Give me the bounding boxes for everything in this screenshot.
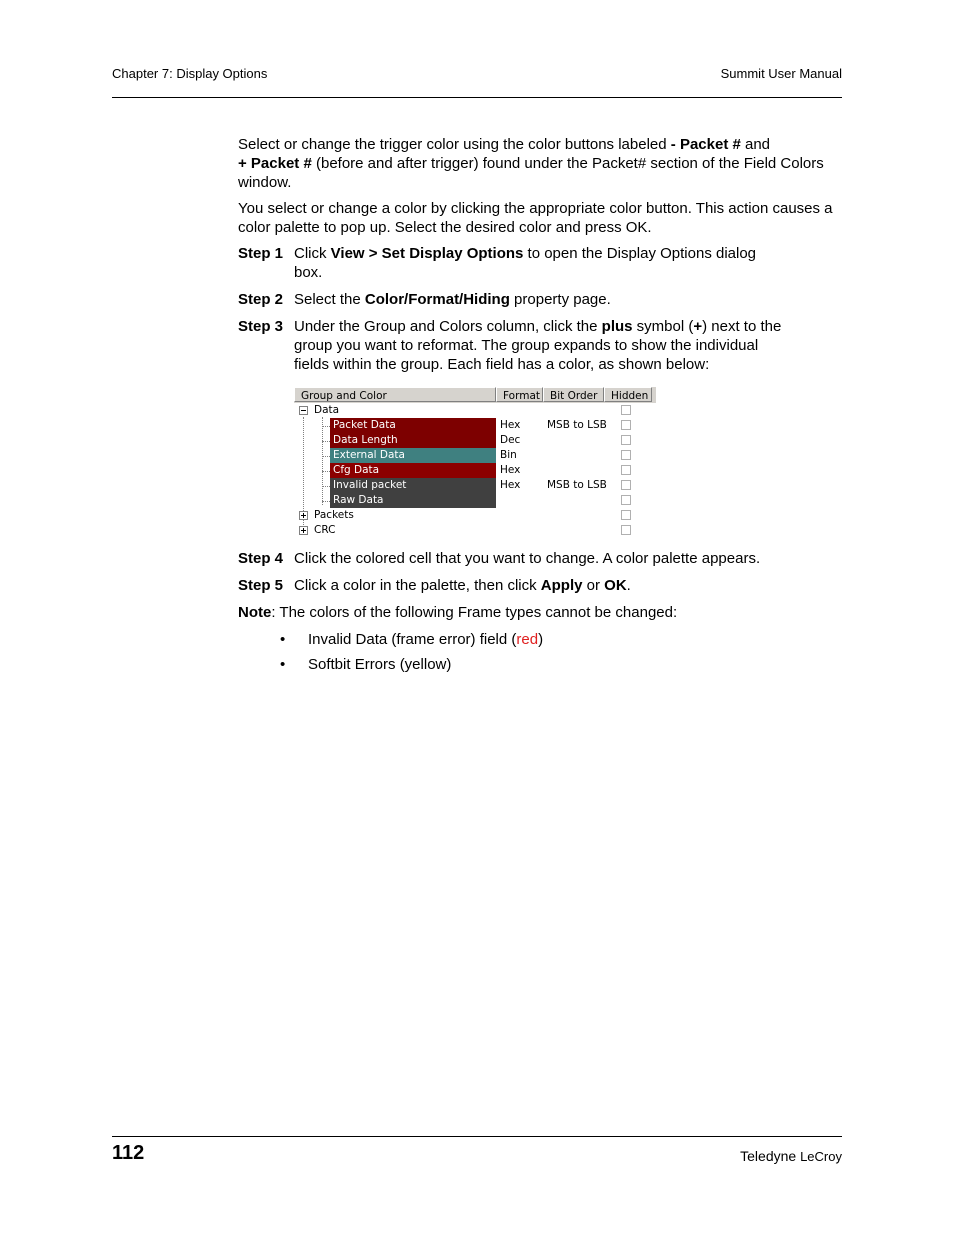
step-text — [294, 317, 784, 374]
hidden-checkbox[interactable] — [621, 420, 631, 430]
tree-line — [322, 417, 323, 505]
tree-branch — [322, 471, 330, 472]
step-4 — [238, 549, 842, 568]
ok-word: OK — [604, 577, 627, 594]
column-header-bit-order[interactable]: Bit Order — [543, 387, 604, 402]
field-color-cell[interactable]: Data Length — [330, 433, 496, 448]
frame-type-list — [280, 630, 842, 674]
menu-path: View > Set Display Options — [330, 245, 524, 262]
intro-paragraph-2: You select or change a color by clicking the appropriate color button. This action causes a color palette to pop up. Select the desired color and press OK. — [238, 200, 833, 236]
step-text-part: Select the — [294, 291, 365, 308]
field-color-cell[interactable]: Invalid packet — [330, 478, 496, 493]
table-header — [294, 387, 656, 403]
step-5 — [238, 576, 842, 595]
step-text-part: Under the Group and Colors column, click the — [294, 318, 602, 335]
step-text-part: to open the Display Options dialog box. — [294, 245, 757, 281]
step-text-part: Click — [294, 245, 331, 262]
page-number: 112 — [112, 1142, 145, 1164]
field-format[interactable]: Dec — [500, 434, 521, 446]
step-label: Step 2 — [238, 291, 284, 308]
step-label: Step 5 — [238, 577, 284, 594]
intro-paragraph-1 — [238, 135, 842, 192]
tree-branch — [322, 501, 330, 502]
column-header-group-color[interactable]: Group and Color — [294, 387, 496, 402]
field-color-cell[interactable]: Raw Data — [330, 493, 496, 508]
color-format-table-figure — [294, 387, 656, 539]
step-text-part: property page. — [509, 291, 611, 308]
note-label: Note — [238, 604, 272, 621]
step-label: Step 4 — [238, 550, 284, 567]
list-item-text: ) — [538, 631, 544, 648]
step-text-part: symbol ( — [632, 318, 694, 335]
column-header-format[interactable]: Format — [496, 387, 543, 402]
note-text: : The colors of the following Frame types cannot be changed: — [271, 604, 678, 621]
field-format[interactable]: Hex — [500, 464, 521, 476]
step-text — [294, 290, 784, 309]
list-item-text: Invalid Data (frame error) field ( — [308, 631, 517, 648]
tree-branch — [322, 426, 330, 427]
header-chapter: Chapter 7: Display Options — [112, 66, 268, 81]
footer-company — [740, 1148, 842, 1164]
page-body — [238, 135, 842, 680]
hidden-checkbox[interactable] — [621, 495, 631, 505]
field-format[interactable]: Hex — [500, 419, 521, 431]
field-color-cell[interactable]: Packet Data — [330, 418, 496, 433]
note-paragraph — [238, 603, 842, 622]
hidden-checkbox[interactable] — [621, 480, 631, 490]
step-text — [294, 576, 784, 595]
group-data-label: Data — [314, 404, 340, 416]
hidden-checkbox[interactable] — [621, 510, 631, 520]
field-format[interactable]: Bin — [500, 449, 517, 461]
step-1 — [238, 244, 842, 282]
step-text-part: . — [626, 577, 631, 594]
step-2 — [238, 290, 842, 309]
company-name: Teledyne — [740, 1148, 801, 1164]
intro-text: Select or change the trigger color using the color buttons labeled — [238, 136, 671, 153]
step-text-part: Click a color in the palette, then click — [294, 577, 541, 594]
plus-packet-label: + Packet # — [238, 155, 312, 172]
collapse-icon[interactable] — [299, 406, 308, 415]
field-bit-order[interactable]: MSB to LSB — [547, 479, 607, 491]
header-manual-title: Summit User Manual — [720, 66, 842, 81]
group-crc-label: CRC — [314, 524, 336, 536]
group-packets-label: Packets — [314, 509, 354, 521]
step-text — [294, 244, 784, 282]
hidden-checkbox[interactable] — [621, 405, 631, 415]
plus-symbol: + — [693, 318, 703, 335]
apply-word: Apply — [540, 577, 583, 594]
tree-branch — [322, 456, 330, 457]
hidden-checkbox[interactable] — [621, 525, 631, 535]
field-color-cell[interactable]: External Data — [330, 448, 496, 463]
hidden-checkbox[interactable] — [621, 450, 631, 460]
intro-text: (before and after trigger) found under the Packet# section of the Field Colors window. — [238, 155, 824, 191]
tree-branch — [322, 486, 330, 487]
step-label: Step 3 — [238, 318, 284, 335]
plus-word: plus — [601, 318, 633, 335]
property-page-name: Color/Format/Hiding — [364, 291, 510, 308]
step-text-part: ) next to the group you want to reformat. The group expands to show the individual fields within the group. Each field has a color, as shown below: — [294, 318, 782, 373]
header-rule — [112, 97, 842, 98]
list-item — [280, 630, 842, 649]
step-3 — [238, 317, 842, 374]
intro-text: and — [740, 136, 771, 153]
footer-rule — [112, 1136, 842, 1137]
table-body — [294, 403, 656, 539]
minus-packet-label: - Packet # — [670, 136, 741, 153]
expand-icon[interactable] — [299, 511, 308, 520]
step-text: Click the colored cell that you want to change. A color palette appears. — [294, 550, 761, 567]
company-name-brand: LeCroy — [800, 1149, 842, 1164]
field-bit-order[interactable]: MSB to LSB — [547, 419, 607, 431]
red-word: red — [516, 631, 539, 648]
field-format[interactable]: Hex — [500, 479, 521, 491]
hidden-checkbox[interactable] — [621, 435, 631, 445]
column-header-hidden[interactable]: Hidden — [604, 387, 652, 402]
tree-branch — [322, 441, 330, 442]
step-label: Step 1 — [238, 245, 284, 262]
hidden-checkbox[interactable] — [621, 465, 631, 475]
expand-icon[interactable] — [299, 526, 308, 535]
list-item: • Softbit Errors (yellow) — [280, 655, 842, 674]
field-color-cell[interactable]: Cfg Data — [330, 463, 496, 478]
step-text-part: or — [582, 577, 605, 594]
